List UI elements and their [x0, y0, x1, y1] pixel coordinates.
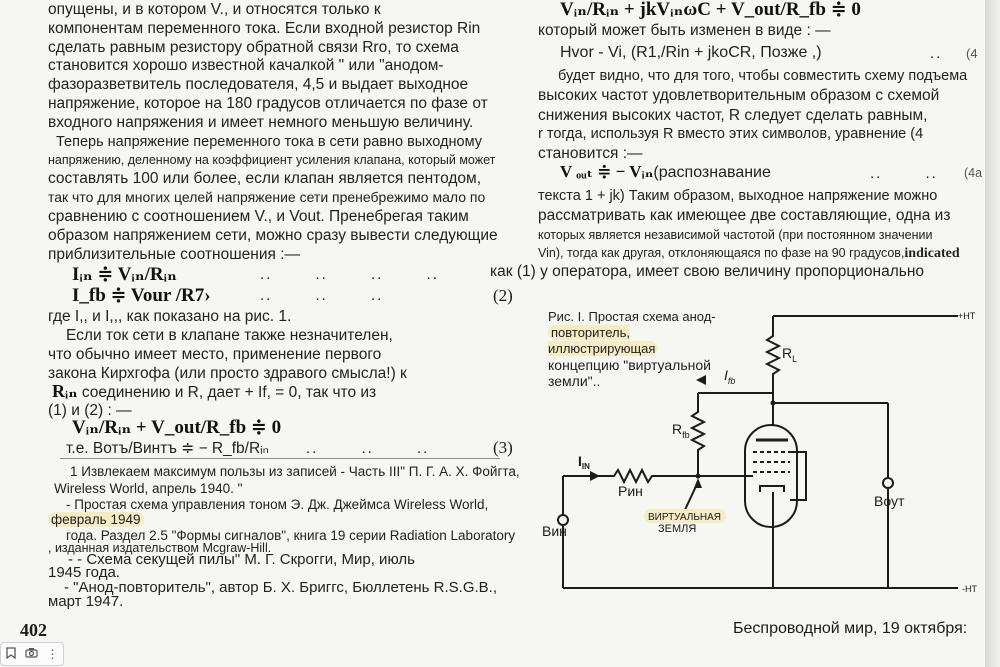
text-line: где I,, и I,,, как показано на рис. 1. — [48, 308, 292, 325]
label-rl-sub: L — [792, 354, 798, 364]
text-span: соединению и R, дает + If, = 0, так что из — [81, 384, 377, 401]
footnote-line: - "Анод-повторитель", автор Б. Х. Бриггс, Бюллетень R.S.G.B., — [64, 579, 498, 596]
running-head: Беспроводной мир, 19 октября: — [733, 620, 968, 637]
bookmark-icon[interactable] — [6, 647, 16, 662]
more-icon[interactable]: ⋮ — [46, 647, 59, 661]
text-line: снижения высоких частот, R следует сделать равным, — [538, 107, 928, 124]
text-line: напряжению, деленному на коэффициент усиления клапана, который может — [48, 153, 496, 167]
footnote-line: 1 Извлекаем максимум пользы из записей - Часть III" П. Г. А. Х. Фойгта, — [70, 464, 520, 479]
text-line: (1) и (2) : — — [48, 402, 132, 419]
footnote-line — [48, 512, 144, 528]
page-number: 402 — [20, 620, 47, 640]
junction-dot — [771, 401, 776, 406]
text-line: фазоразветвитель последователя, 4,5 и выдает выходное — [48, 76, 469, 93]
iin-arrow-icon — [590, 471, 600, 481]
label-rl-main: R — [782, 345, 793, 361]
equation-number-2: (2) — [493, 286, 513, 305]
text-line — [538, 244, 960, 263]
page-edge — [985, 0, 1000, 667]
label-rfb — [672, 421, 690, 440]
text-line: который может быть изменен в виде : — — [538, 22, 831, 39]
text-line: как (1) у оператора, имеет свою величину пропорционально — [490, 263, 924, 280]
label-iin-sub: IN — [581, 462, 590, 471]
footnote-rule — [60, 458, 500, 459]
text-line: составлять 100 или более, если клапан является пентодом, — [48, 170, 482, 187]
label-ht-negative: -HT — [962, 584, 977, 594]
text-line: которых является независимой частотой (при постоянном значении — [538, 228, 933, 242]
text-line: r тогда, используя R вместо этих символов, уравнение (4 — [538, 126, 924, 142]
equation-top: Vᵢₙ/Rᵢₙ + jkVᵢₙωC + V_out/R_fb ≑ 0 — [560, 0, 861, 20]
virtual-earth-arrow-icon — [694, 478, 702, 488]
caption-line: Рис. I. Простая схема анод- — [548, 309, 716, 324]
equation-3a: Vᵢₙ/Rᵢₙ + V_out/R_fb ≑ 0 — [72, 417, 282, 438]
label-rl — [782, 345, 797, 364]
leader-dots: .. .. — [870, 165, 938, 182]
text-line — [52, 382, 376, 402]
resistor-rfb — [692, 408, 704, 456]
text-span: (распознавание — [653, 164, 771, 181]
resistor-rin — [608, 470, 658, 482]
circuit-diagram — [538, 300, 985, 610]
equation-number-4a: (4a — [964, 166, 983, 180]
text-span: т.е. Вотъ/Винтъ ≑ − R_fb/Rᵢₙ — [66, 440, 269, 457]
text-line: сравнению с соотношением V., и Vout. Пренебрегая таким — [48, 208, 469, 225]
camera-icon[interactable] — [25, 647, 38, 661]
label-ifb-sub: fb — [727, 376, 736, 386]
text-line: так что для многих целей напряжение сети пренебрежимо мало по — [48, 189, 486, 205]
text-line: закона Кирхгофа (или просто здравого смысла!) к — [48, 365, 407, 382]
footnote-line: 1945 года. — [48, 564, 120, 581]
label-vin: Вин — [542, 523, 567, 539]
ifb-arrow-icon — [696, 375, 706, 385]
label-ifb — [724, 367, 735, 386]
highlighted-text: февраль 1949 — [48, 512, 144, 527]
label-virtual-earth: ВИРТУАЛЬНАЯ — [648, 512, 721, 523]
equation-3b — [66, 439, 269, 458]
label-ht-positive: +HT — [958, 311, 976, 321]
label-iin — [578, 453, 590, 471]
footnote-line: , изданная издательством Mcgraw-Hill. — [48, 541, 272, 555]
text-line: становится хорошо известной качалкой " или "анодом- — [48, 57, 444, 74]
text-line: что обычно имеет место, применение первого — [48, 346, 382, 363]
junction-dot — [696, 474, 701, 479]
label-rfb-sub: fb — [682, 430, 690, 440]
terminal-vout — [883, 478, 893, 488]
text-line: становится :— — [538, 145, 643, 162]
caption-line: концепцию "виртуальной — [548, 357, 711, 373]
resistor-rl — [767, 330, 779, 380]
label-ifb-main: I — [724, 367, 728, 383]
equation-number-4: (4 — [966, 46, 978, 61]
valve-cathode — [760, 486, 784, 492]
text-line: приблизительные соотношения :— — [48, 246, 300, 263]
label-vout: Воут — [874, 493, 905, 509]
label-iin-main: I — [578, 453, 582, 469]
text-line: будет видно, что для того, чтобы совместить схему подъема — [558, 68, 968, 84]
equation-mid: Hvor - Vi, (R1,/Rin + jkoCR, Позже ,) — [560, 44, 822, 61]
footnote-line: март 1947. — [48, 593, 124, 610]
text-line: компонентам переменного тока. Если входной резистор Rin — [48, 20, 481, 37]
leader-dots: .. .. .. — [260, 287, 384, 304]
footnote-line: - Простая схема управления тоном Э. Дж. Джеймса Wireless World, — [66, 497, 489, 512]
footnote-line: года. Раздел 2.5 "Формы сигналов", книга 19 серии Radiation Laboratory — [66, 528, 516, 543]
leader-dots: .. .. .. .. — [260, 266, 439, 283]
equation-1: Iᵢₙ ≑ Vᵢₙ/Rᵢₙ — [72, 264, 177, 285]
text-line: рассматривать как имеющее две составляющие, одна из — [538, 207, 951, 224]
label-rfb-main: R — [672, 421, 683, 437]
caption-line: земли".. — [548, 373, 601, 389]
label-virtual-earth-2: ЗЕМЛЯ — [658, 523, 697, 535]
text-line: напряжение, которое на 180 градусов отличается по фазе от — [48, 95, 488, 112]
text-line: образом напряжением сети, можно сразу вывести следующие — [48, 227, 498, 244]
text-line: входного напряжения и имеет немного меньшую величину. — [48, 114, 474, 131]
equation-2: I_fb ≑ Vour /R7› — [72, 285, 211, 306]
equation-number-3: (3) — [493, 438, 513, 457]
text-span: indicated — [904, 246, 960, 261]
rin-symbol: Rᵢₙ — [52, 381, 78, 401]
footnote-line: Wireless World, апрель 1940. " — [54, 481, 243, 496]
footnote-line: - - Схема секущей пилы" М. Г. Скрогги, Мир, июль — [68, 551, 415, 568]
text-span: Vin), тогда как другая, отклоняющаяся по фазе на 90 градусов, — [538, 246, 905, 260]
text-line: Если ток сети в клапане также незначителен, — [66, 327, 393, 344]
text-line: опущены, и в котором V., и относятся только к — [48, 1, 381, 18]
text-line: Теперь напряжение переменного тока в сети равно выходному — [56, 134, 482, 150]
leader-dots: .. — [930, 45, 943, 62]
text-line: высоких частот удовлетворительным образом с схемой — [538, 87, 940, 104]
label-rin: Рин — [618, 483, 643, 499]
highlighted-text: повторитель, иллюстрирующая — [548, 325, 658, 356]
viewer-toolbar — [0, 642, 64, 666]
text-line: сделать равным резистору обратной связи Rro, то схема — [48, 39, 459, 56]
text-line: текста 1 + jk) Таким образом, выходное напряжение можно — [538, 188, 938, 204]
text-span: V ₒᵤₜ ≑ − Vᵢₙ — [560, 162, 654, 181]
leader-dots: .. .. .. — [306, 440, 430, 457]
equation-4a — [560, 162, 771, 182]
